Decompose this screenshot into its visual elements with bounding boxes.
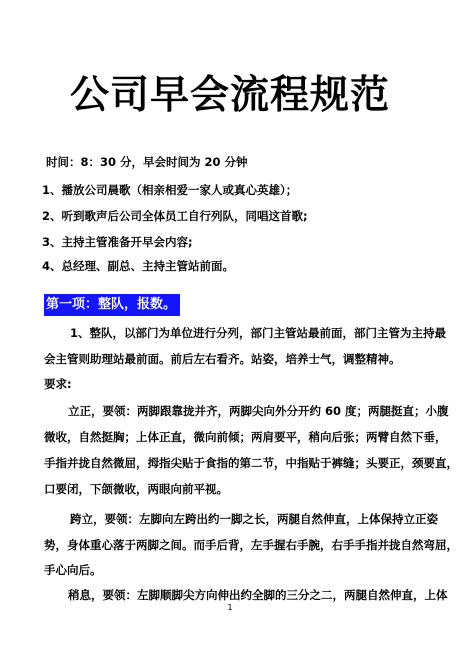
intro-time-line: 时间：8：30 分，早会时间为 20 分钟 (46, 155, 248, 169)
intro-step-4: 4、总经理、副总、主持主管站前面。 (42, 259, 234, 273)
requirements-label: 要求: (44, 377, 72, 391)
body-paragraph-line: 手指并拢自然微屈，拇指尖贴于食指的第二节，中指贴于裤缝；头要正，颈要直， (44, 456, 458, 470)
document-title: 公司早会流程规范 (69, 73, 390, 118)
intro-step-1: 1、播放公司晨歌（相亲相爱一家人或真心英雄）； (42, 183, 298, 197)
intro-step-3: 3、主持主管准备开早会内容; (42, 235, 193, 249)
body-paragraph-line: 微收，自然挺胸；上体正直，微向前倾；两肩要平，稍向后张；两臂自然下垂， (44, 430, 447, 444)
intro-step-2: 2、听到歌声后公司全体员工自行列队，同唱这首歌; (42, 209, 308, 223)
body-paragraph-line: 手心向后。 (44, 563, 102, 577)
body-paragraph-line: 立正，要领：两脚跟靠拢并齐，两脚尖向外分开约 60 度；两腿挺直；小腹 (68, 404, 449, 418)
body-paragraph-line: 稍息，要领：左脚顺脚尖方向伸出约全脚的三分之二，两腿自然伸直，上体 (68, 588, 448, 602)
body-paragraph-line: 会主管则助理站最前面。前后左右看齐。站姿，培养士气，调整精神。 (44, 352, 401, 366)
body-paragraph-line: 口要闭，下颌微收，两眼向前平视。 (44, 482, 228, 496)
section-heading: 第一项：整队，报数。 (44, 294, 180, 316)
body-paragraph-line: 跨立，要领：左脚向左跨出约一脚之长，两腿自然伸直，上体保持立正姿 (70, 512, 438, 526)
body-paragraph-line: 1、整队，以部门为单位进行分列，部门主管站最前面，部门主管为主持最 (70, 326, 446, 340)
page-number: 1 (227, 603, 233, 612)
body-paragraph-line: 势，身体重心落于两脚之间。而手后背，左手握右手腕，右手手指并拢自然弯屈， (44, 538, 458, 552)
